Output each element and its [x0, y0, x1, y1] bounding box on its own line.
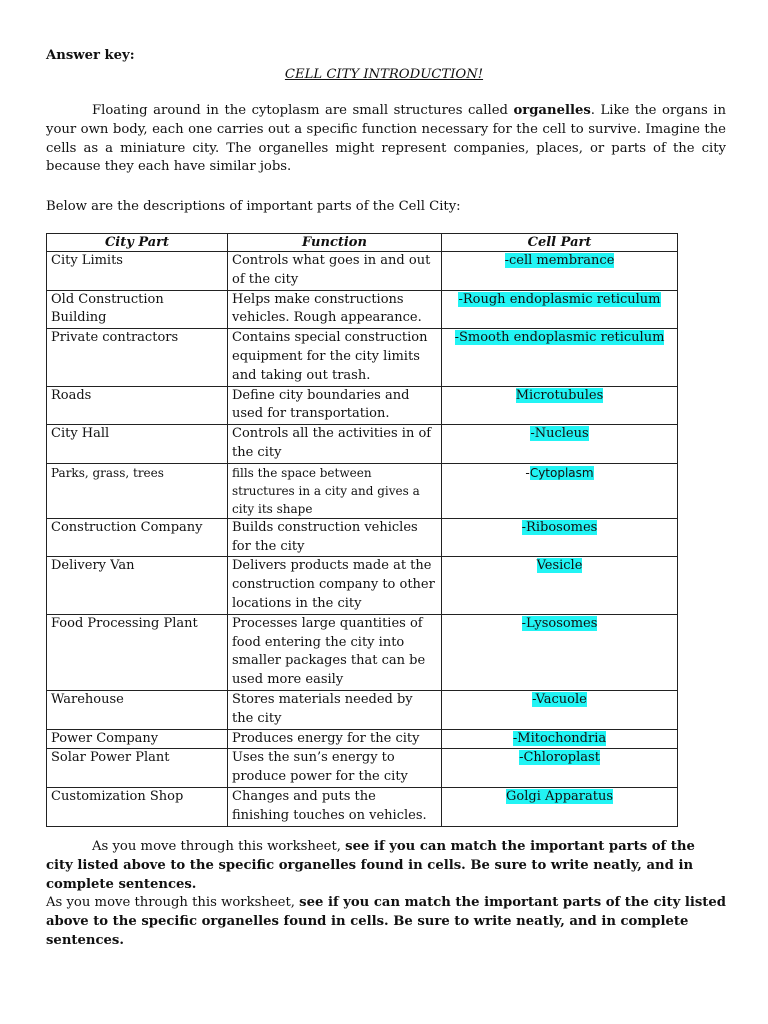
- cell-part-answer: -Mitochondria: [512, 730, 607, 746]
- header-city-part: City Part: [47, 234, 228, 252]
- cell-part-cell: [442, 463, 678, 518]
- intro-keyword: organelles: [513, 103, 591, 118]
- cell-part-answer: Vesicle: [536, 558, 583, 574]
- table-row: [47, 463, 678, 518]
- function-cell: Builds construction vehicles for the city: [228, 518, 442, 557]
- closing-paragraph-2: [46, 894, 726, 950]
- cell-part-cell: [442, 252, 678, 291]
- table-intro-text: Below are the descriptions of important parts of the Cell City:: [46, 199, 461, 214]
- cell-part-answer: -Chloroplast: [519, 750, 600, 766]
- city-part-cell: Customization Shop: [47, 787, 228, 826]
- table-row: [47, 386, 678, 425]
- table-row: [47, 787, 678, 826]
- function-cell: Helps make constructions vehicles. Rough appearance.: [228, 290, 442, 329]
- cell-part-answer: -cell membrance: [504, 253, 615, 268]
- cell-part-cell: [442, 329, 678, 386]
- cell-part-prefix: -: [525, 465, 530, 481]
- cell-part-answer: Golgi Apparatus: [506, 788, 613, 804]
- closing-instruction: see if you can match the important parts of the city listed above to the specific organelles found in cells. Be sure to write neatly, and in complete sentences.: [46, 895, 726, 948]
- cell-part-cell: [442, 557, 678, 614]
- table-row: [47, 614, 678, 690]
- city-part-cell: City Limits: [47, 252, 228, 291]
- intro-text-start: Floating around in the cytoplasm are small structures called: [92, 103, 514, 118]
- city-part-cell: Delivery Van: [47, 557, 228, 614]
- city-part-cell: Construction Company: [47, 518, 228, 557]
- table-row: [47, 557, 678, 614]
- cell-part-answer: -Smooth endoplasmic reticulum: [454, 330, 665, 346]
- closing-instruction: see if you can match the important parts of the city listed above to the specific organelles found in cells. Be sure to write neatly, and in complete sentences.: [46, 839, 695, 892]
- city-part-cell: Roads: [47, 386, 228, 425]
- table-header-row: [47, 234, 678, 252]
- function-cell: Stores materials needed by the city: [228, 690, 442, 729]
- header-function: Function: [228, 234, 442, 252]
- cell-part-answer: -Nucleus: [530, 426, 589, 442]
- function-cell: fills the space between structures in a city and gives a city its shape: [228, 463, 442, 518]
- cell-part-cell: [442, 386, 678, 425]
- city-part-cell: Old Construction Building: [47, 290, 228, 329]
- cell-part-cell: [442, 290, 678, 329]
- city-part-cell: Private contractors: [47, 329, 228, 386]
- table-row: [47, 329, 678, 386]
- answer-key-label: Answer key:: [46, 48, 135, 63]
- cell-part-cell: [442, 614, 678, 690]
- table-row: [47, 729, 678, 749]
- function-cell: Define city boundaries and used for transportation.: [228, 386, 442, 425]
- city-part-cell: Food Processing Plant: [47, 614, 228, 690]
- function-cell: Produces energy for the city: [228, 729, 442, 749]
- cell-part-answer: Cytoplasm: [529, 465, 594, 480]
- intro-text-end: . Like the organs in your own body, each one carries out a specific function necessary for the cell to survive. Imagine the cells as a miniature city. The organelles might represent companies, places, or parts of the city because they each have similar jobs.: [46, 103, 726, 175]
- cell-part-answer: -Rough endoplasmic reticulum: [458, 291, 661, 307]
- city-part-cell: Power Company: [47, 729, 228, 749]
- cell-part-answer: -Lysosomes: [521, 615, 598, 631]
- closing-text-start: As you move through this worksheet,: [92, 839, 346, 854]
- cell-part-cell: [442, 787, 678, 826]
- function-cell: Processes large quantities of food entering the city into smaller packages that can be used more easily: [228, 614, 442, 690]
- cell-part-cell: [442, 425, 678, 464]
- function-cell: Delivers products made at the construction company to other locations in the city: [228, 557, 442, 614]
- function-cell: Contains special construction equipment for the city limits and taking out trash.: [228, 329, 442, 386]
- closing-text-start: As you move through this worksheet,: [46, 895, 300, 910]
- table-row: [47, 749, 678, 788]
- cell-part-answer: Microtubules: [515, 387, 604, 403]
- city-part-cell: Warehouse: [47, 690, 228, 729]
- intro-paragraph: [46, 102, 726, 177]
- cell-part-cell: [442, 729, 678, 749]
- function-cell: Controls all the activities in of the city: [228, 425, 442, 464]
- table-row: [47, 290, 678, 329]
- city-part-cell: Parks, grass, trees: [47, 463, 228, 518]
- cell-part-answer: -Ribosomes: [521, 519, 598, 535]
- city-part-cell: City Hall: [47, 425, 228, 464]
- cell-part-answer: -Vacuole: [532, 691, 587, 707]
- table-row: [47, 690, 678, 729]
- page-title: CELL CITY INTRODUCTION!: [284, 67, 484, 82]
- cell-part-cell: [442, 749, 678, 788]
- function-cell: Uses the sun’s energy to produce power for the city: [228, 749, 442, 788]
- table-row: [47, 518, 678, 557]
- cell-part-cell: [442, 518, 678, 557]
- city-part-cell: Solar Power Plant: [47, 749, 228, 788]
- cell-city-table: [46, 233, 678, 827]
- header-cell-part: Cell Part: [442, 234, 678, 252]
- table-row: [47, 252, 678, 291]
- function-cell: Changes and puts the finishing touches on vehicles.: [228, 787, 442, 826]
- function-cell: Controls what goes in and out of the city: [228, 252, 442, 291]
- closing-paragraph-1: [46, 838, 726, 894]
- cell-part-cell: [442, 690, 678, 729]
- table-row: [47, 425, 678, 464]
